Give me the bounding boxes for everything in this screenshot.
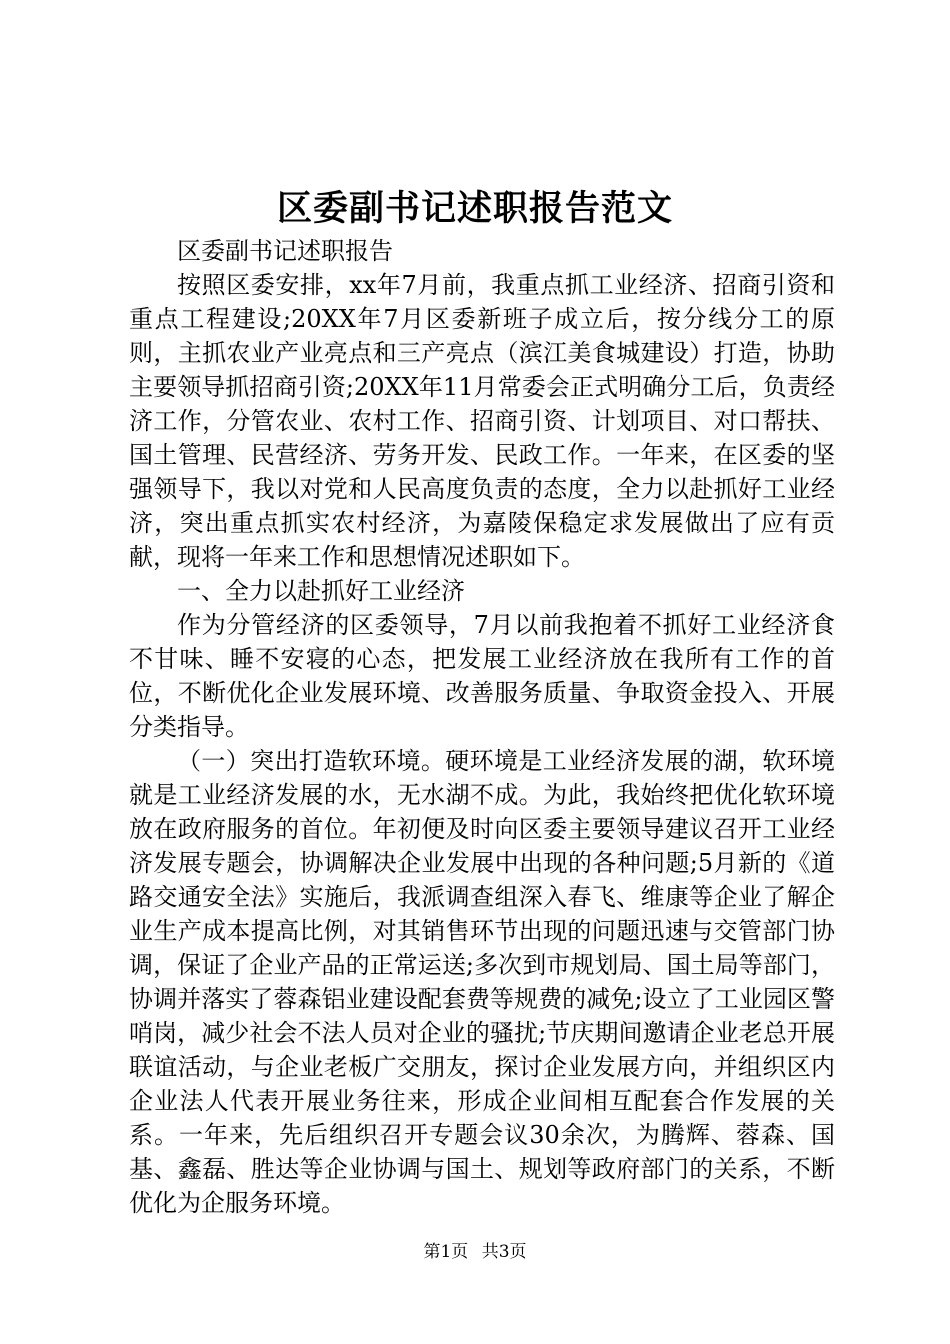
paragraph-soft-environment: （一）突出打造软环境。硬环境是工业经济发展的湖，软环境就是工业经济发展的水，无水湖不成。为此，我始终把优化软环境放在政府服务的首位。年初便及时向区委主要领导建议召开工业经济发展专题会，协调解决企业发展中出现的各种问题;5月新的《道路交通安全法》实施后，我派调查组深入春飞、维康等企业了解企业生产成本提高比例，对其销售环节出现的问题迅速与交管部门协调，保证了企业产品的正常运送;多次到市规划局、国土局等部门，协调并落实了蓉森铝业建设配套费等规费的减免;设立了工业园区警哨岗，减少社会不法人员对企业的骚扰;节庆期间邀请企业老总开展联谊活动，与企业老板广交朋友，探讨企业发展方向，并组织区内企业法人代表开展业务往来，形成企业间相互配套合作发展的关系。一年来，先后组织召开专题会议30余次，为腾辉、蓉森、国基、鑫磊、胜达等企业协调与国土、规划等政府部门的关系，不断优化为企服务环境。 — [129, 747, 835, 1217]
paragraph-subtitle: 区委副书记述职报告 — [177, 237, 393, 265]
page-total: 共3页 — [481, 1242, 527, 1262]
document-body — [129, 234, 835, 1220]
paragraph-section-heading: 一、全力以赴抓好工业经济 — [177, 577, 465, 605]
paragraph-intro: 按照区委安排，xx年7月前，我重点抓工业经济、招商引资和重点工程建设;20XX年7月区委新班子成立后，按分线分工的原则，主抓农业产业亮点和三产亮点（滨江美食城建设）打造，协助主要领导抓招商引资;20XX年11月常委会正式明确分工后，负责经济工作，分管农业、农村工作、招商引资、计划项目、对口帮扶、国土管理、民营经济、劳务开发、民政工作。一年来，在区委的坚强领导下，我以对党和人民高度负责的态度，全力以赴抓好工业经济，突出重点抓实农村经济，为嘉陵保稳定求发展做出了应有贡献，现将一年来工作和思想情况述职如下。 — [129, 271, 835, 571]
page-number: 第1页 — [423, 1242, 469, 1262]
paragraph-section-intro: 作为分管经济的区委领导，7月以前我抱着不抓好工业经济食不甘味、睡不安寝的心态，把发展工业经济放在我所有工作的首位，不断优化企业发展环境、改善服务质量、争取资金投入、开展分类指导。 — [129, 611, 835, 741]
page-footer — [0, 1240, 950, 1264]
document-title: 区委副书记述职报告范文 — [276, 188, 673, 229]
